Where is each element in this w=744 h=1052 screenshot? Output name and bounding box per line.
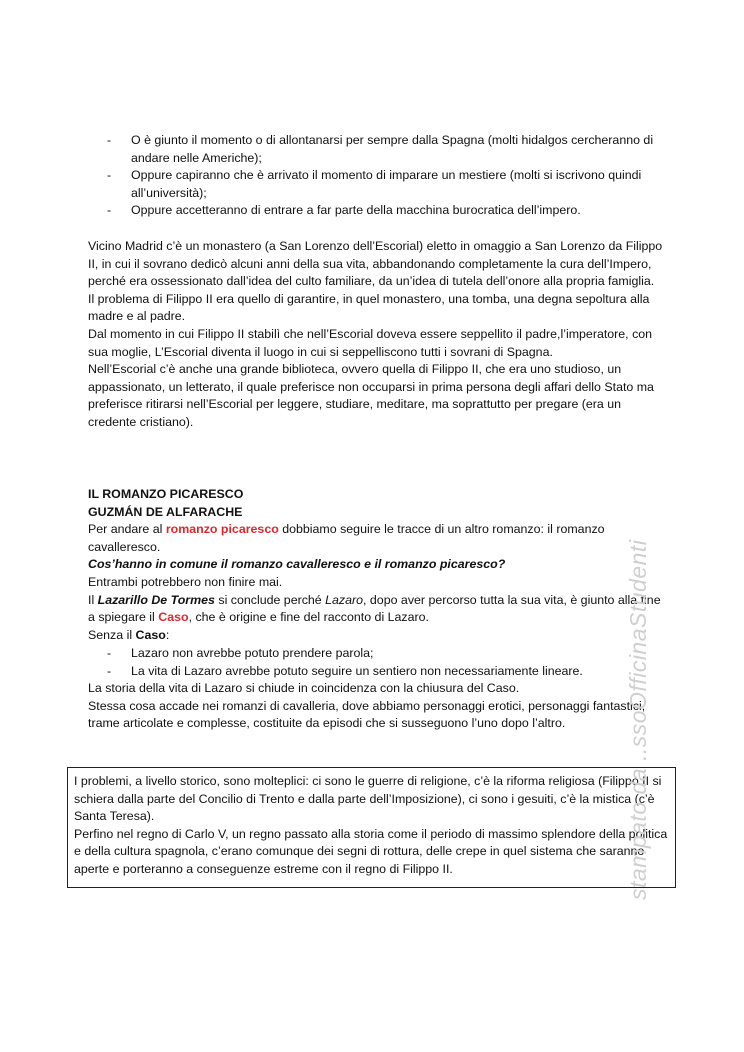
box-paragraph-2: Perfino nel regno di Carlo V, un regno passato alla storia come il periodo di massimo splendore della politica e della cultura spagnola, c’erano comunque dei segni di rottura, delle crepe in quel sistema che saranno aperte e porteranno a conseguenze estreme con il regno di Filippo II. [74, 826, 668, 876]
laz-text-end: , che è origine e fine del racconto di Lazaro. [188, 610, 429, 625]
paragraph-lazarillo [88, 592, 664, 627]
book-title: Lazarillo De Tormes [97, 592, 215, 607]
caso-bold: Caso [135, 627, 166, 642]
paragraph-escorial-2: Il problema di Filippo II era quello di garantire, in quel monastero, una tomba, una degna sepoltura alla madre e al padre. [88, 291, 650, 324]
picaresco-section [88, 486, 664, 644]
laz-text-mid2: , dopo aver percorso tutta la sua vita, è giunto alla fine a spiegare il [88, 592, 661, 625]
bullet-dash: - [107, 133, 112, 147]
list-item-text: La vita di Lazaro avrebbe potuto seguire un sentiero non necessariamente lineare. [131, 663, 583, 678]
list-item [107, 202, 667, 220]
bullet-dash: - [107, 646, 112, 660]
senza-caso-line [88, 627, 664, 645]
answer-line: Entrambi potrebbero non finire mai. [88, 574, 283, 589]
laz-text-pre: Il [88, 592, 98, 607]
paragraph-intro [88, 521, 664, 556]
list-item-text: Lazaro non avrebbe potuto prendere parola; [131, 646, 374, 660]
highlight-romanzo-picaresco: romanzo picaresco [165, 522, 279, 537]
paragraph-closing-1: La storia della vita di Lazaro si chiude in coincidenza con la chiusura del Caso. [88, 681, 520, 695]
list-item-text: Oppure capiranno che è arrivato il momento di imparare un mestiere (molti si iscrivono quindi all’università); [131, 168, 642, 200]
colon: : [165, 627, 170, 642]
paragraph-escorial-4: Nell’Escorial c’è anche una grande biblioteca, ovvero quella di Filippo II, che era uno studioso, un appassionato, un letterato, il quale preferisce non occuparsi in prima persona degli affari dello Stato ma preferisce ritirarsi nell’Escorial per leggere, studiare, meditare, ma soprattutto per pregare (era un credente cristiano). [88, 362, 654, 429]
section-subheading: GUZMÁN DE ALFARACHE [88, 504, 243, 519]
bullet-list-top [107, 132, 667, 220]
paragraph-escorial-1: Vicino Madrid c’è un monastero (a San Lorenzo dell’Escorial) eletto in omaggio a San Lorenzo da Filippo II, in cui il sovrano dedicò alcuni anni della sua vita, abbandonando completamente la cura dell’Impero, perché era ossessionato dall’idea del culto familiare, da un’idea di tutela dell’onore alla propria famiglia. [88, 239, 663, 289]
section-heading: IL ROMANZO PICARESCO [88, 487, 244, 501]
laz-text-mid: si conclude perché [214, 592, 326, 607]
box-paragraph-1: I problemi, a livello storico, sono molteplici: ci sono le guerre di religione, c’è la riforma religiosa (Filippo II si schiera dalla parte del Concilio di Trento e dalla parte dell’Imposizione), ci sono i gesuiti, c’è la mistica (c’è Santa Teresa). [74, 774, 662, 824]
question-line: Cos’hanno in comune il romanzo cavalleresco e il romanzo picaresco? [88, 557, 506, 572]
bullet-dash: - [107, 168, 112, 183]
paragraph-escorial-3: Dal momento in cui Filippo II stabilì che nell’Escorial doveva essere seppellito il padre,l’imperatore, con sua moglie, L’Escorial diventa il luogo in cui si seppelliscono tutti i sovrani di Spagna. [88, 326, 653, 359]
framed-note-box [67, 767, 676, 888]
watermark-text: stampato da ..ssoOfficinaStudenti [625, 539, 651, 900]
highlight-caso: Caso [158, 610, 189, 625]
senza-text: Senza il [88, 627, 136, 642]
bullet-dash: - [107, 663, 112, 678]
list-item [107, 132, 667, 167]
closing-section [88, 680, 664, 733]
list-item-text: O è giunto il momento o di allontanarsi per sempre dalla Spagna (molti hidalgos cercheranno di andare nelle Americhe); [131, 133, 654, 165]
bullet-list-caso [107, 645, 667, 680]
list-item [107, 663, 667, 681]
character-name: Lazaro [325, 592, 364, 607]
intro-text: Per andare al [88, 522, 166, 537]
intro-text-end: dobbiamo seguire le tracce di un altro romanzo: il romanzo cavalleresco. [88, 522, 605, 554]
list-item-text: Oppure accetteranno di entrare a far parte della macchina burocratica dell’impero. [131, 203, 581, 218]
list-item [107, 645, 667, 663]
paragraph-closing-2: Stessa cosa accade nei romanzi di cavalleria, dove abbiamo personaggi erotici, personaggi fantastici, trame articolate e complesse, costituite da episodi che si susseguono l’uno dopo l’altro. [88, 698, 646, 731]
bullet-dash: - [107, 203, 112, 218]
escorial-section [88, 238, 664, 432]
list-item [107, 167, 667, 202]
